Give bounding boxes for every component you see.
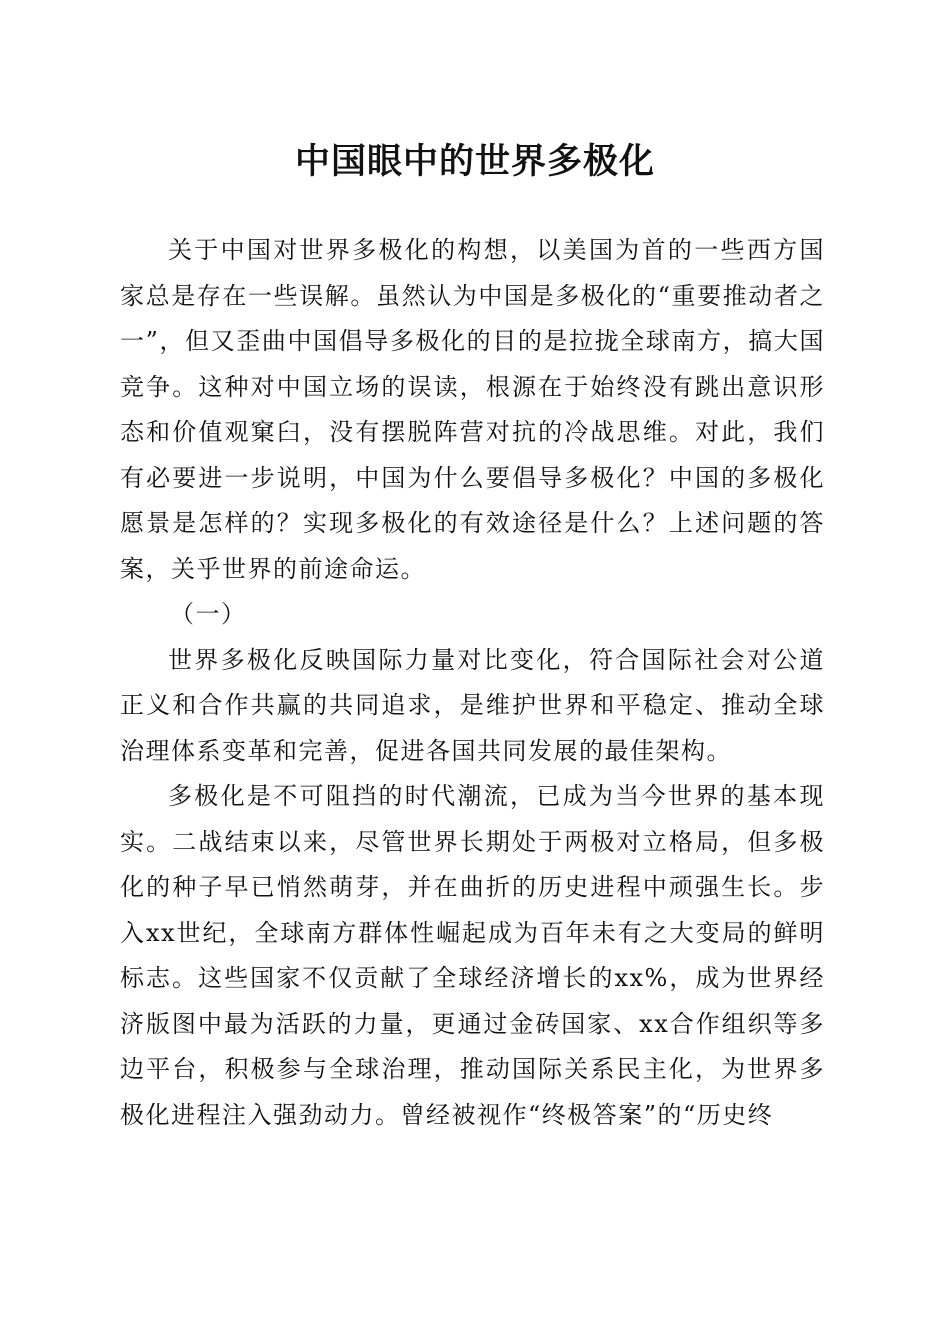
document-body	[120, 228, 825, 1138]
intro-paragraph: 关于中国对世界多极化的构想，以美国为首的一些西方国家总是存在一些误解。虽然认为中国是多极化的“重要推动者之一”，但又歪曲中国倡导多极化的目的是拉拢全球南方，搞大国竞争。这种对中国立场的误读，根源在于始终没有跳出意识形态和价值观窠臼，没有摆脱阵营对抗的冷战思维。对此，我们有必要进一步说明，中国为什么要倡导多极化？中国的多极化愿景是怎样的？实现多极化的有效途径是什么？上述问题的答案，关乎世界的前途命运。	[120, 236, 825, 583]
section-heading: （一）	[170, 600, 247, 628]
page-title: 中国眼中的世界多极化	[294, 141, 655, 182]
section-paragraph-1: 世界多极化反映国际力量对比变化，符合国际社会对公道正义和合作共赢的共同追求，是维护世界和平稳定、推动全球治理体系变革和完善，促进各国共同发展的最佳架构。	[120, 645, 825, 765]
section-paragraph-2: 多极化是不可阻挡的时代潮流，已成为当今世界的基本现实。二战结束以来，尽管世界长期处于两极对立格局，但多极化的种子早已悄然萌芽，并在曲折的历史进程中顽强生长。步入xx世纪，全球南方群体性崛起成为百年未有之大变局的鲜明标志。这些国家不仅贡献了全球经济增长的xx%，成为世界经济版图中最为活跃的力量，更通过金砖国家、xx合作组织等多边平台，积极参与全球治理，推动国际关系民主化，为世界多极化进程注入强劲动力。曾经被视作“终极答案”的“历史终	[120, 782, 825, 1129]
